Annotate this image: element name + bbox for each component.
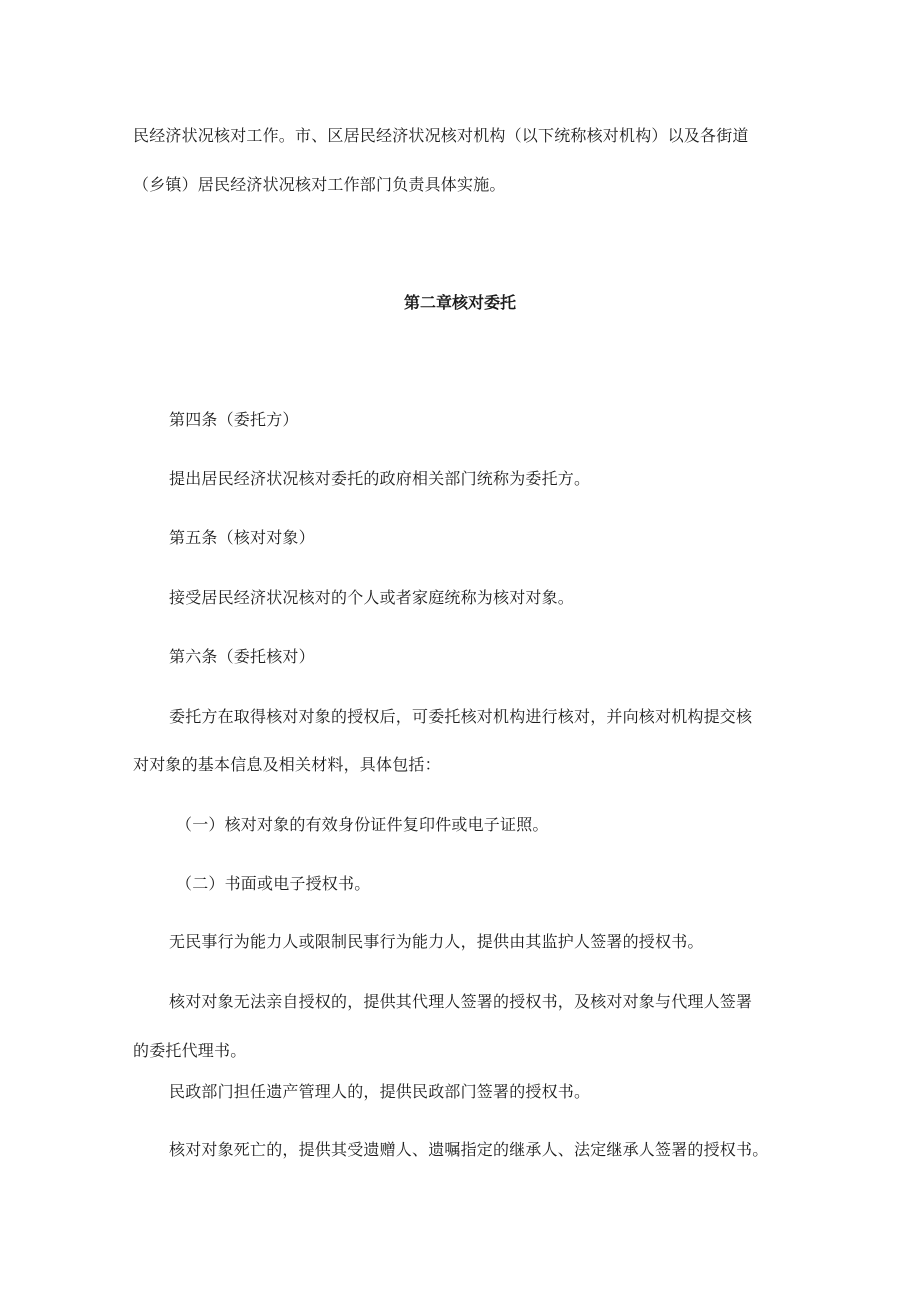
article-6-title: 第六条（委托核对）: [169, 647, 315, 666]
article-6-para3-line1: 核对对象无法亲自授权的，提供其代理人签署的授权书，及核对对象与代理人签署: [169, 992, 753, 1011]
intro-line-2: （乡镇）居民经济状况核对工作部门负责具体实施。: [133, 175, 506, 194]
intro-line-1: 民经济状况核对工作。市、区居民经济状况核对机构（以下统称核对机构）以及各街道: [133, 126, 749, 145]
article-6-para1-line1: 委托方在取得核对对象的授权后，可委托核对机构进行核对，并向核对机构提交核: [169, 707, 753, 726]
article-6-para3-line2: 的委托代理书。: [133, 1041, 247, 1060]
article-6-item-2: （二）书面或电子授权书。: [176, 874, 371, 893]
chapter-title: 第二章核对委托: [403, 293, 516, 312]
article-6-para5: 核对对象死亡的，提供其受遗赠人、遗嘱指定的继承人、法定继承人签署的授权书。: [169, 1140, 769, 1159]
article-6-para4: 民政部门担任遗产管理人的，提供民政部门签署的授权书。: [169, 1082, 591, 1101]
article-5-text: 接受居民经济状况核对的个人或者家庭统称为核对对象。: [169, 588, 575, 607]
article-4-text: 提出居民经济状况核对委托的政府相关部门统称为委托方。: [169, 469, 591, 488]
article-6-para1-line2: 对对象的基本信息及相关材料，具体包括：: [133, 755, 441, 774]
article-5-title: 第五条（核对对象）: [169, 528, 315, 547]
article-6-para2: 无民事行为能力人或限制民事行为能力人，提供由其监护人签署的授权书。: [169, 932, 704, 951]
article-4-title: 第四条（委托方）: [169, 410, 299, 429]
article-6-item-1: （一）核对对象的有效身份证件复印件或电子证照。: [176, 815, 549, 834]
